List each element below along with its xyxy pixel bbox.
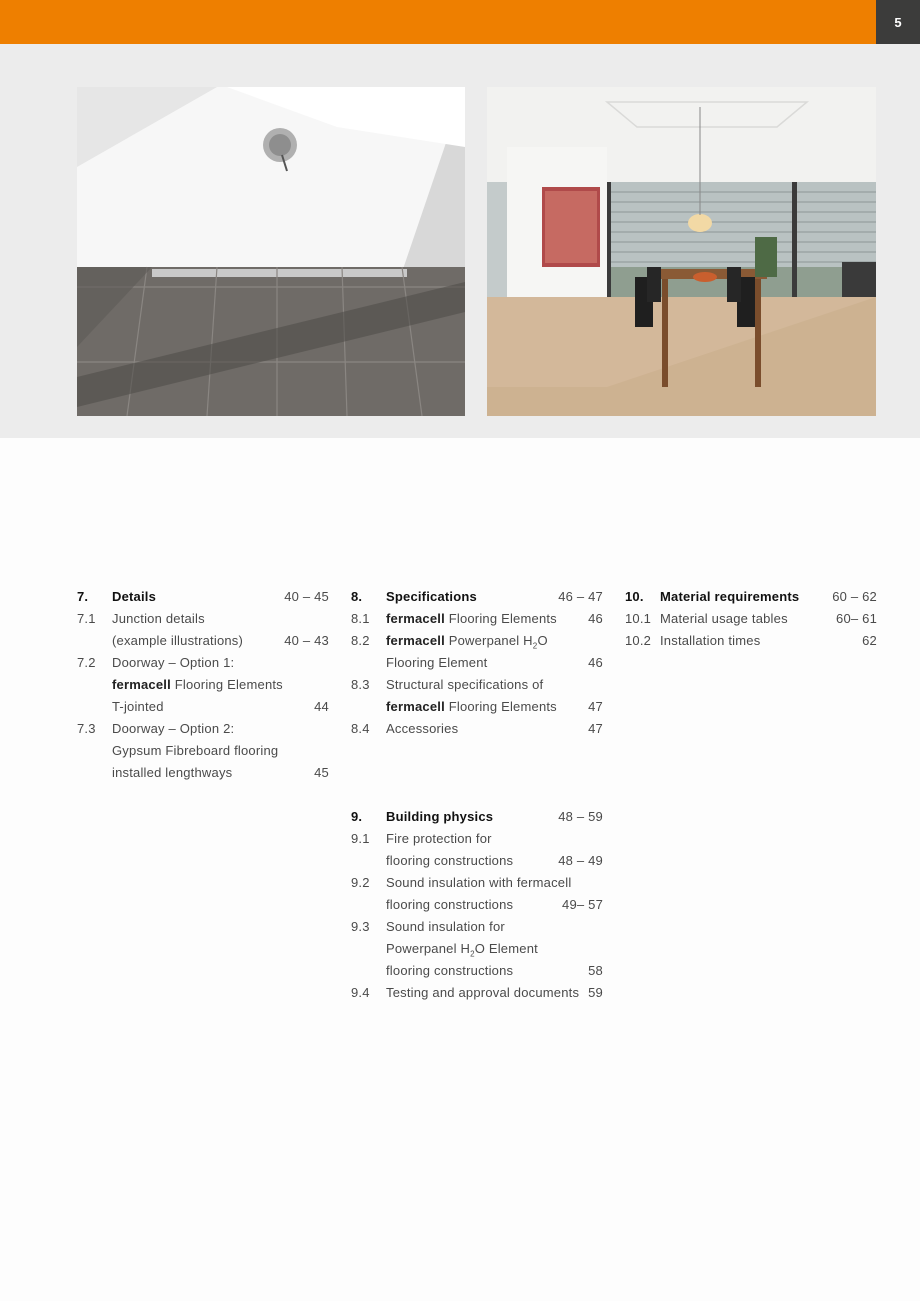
page-number: 5 bbox=[876, 0, 920, 44]
toc-item-7-2[interactable]: 7.2 Doorway – Option 1: fermacell Flooring Elements T-jointed 44 bbox=[77, 655, 329, 714]
toc-item-7-3[interactable]: 7.3 Doorway – Option 2: Gypsum Fibreboard flooring installed lengthways 45 bbox=[77, 721, 329, 780]
toc-item-8-3[interactable]: 8.3 Structural specifications of fermacell Flooring Elements 47 bbox=[351, 677, 603, 714]
toc-column-2 bbox=[351, 586, 603, 1004]
toc-column-1 bbox=[77, 586, 329, 784]
toc-section-8[interactable]: 8. Specifications 46 – 47 bbox=[351, 589, 603, 604]
toc-section-7[interactable]: 7. Details 40 – 45 bbox=[77, 589, 329, 604]
toc-item-8-4[interactable]: 8.4 Accessories 47 bbox=[351, 721, 603, 736]
toc-section-9[interactable]: 9. Building physics 48 – 59 bbox=[351, 809, 603, 824]
toc-item-9-3[interactable]: 9.3 Sound insulation for Powerpanel $H_2O$ Element flooring constructions 58 bbox=[351, 919, 603, 978]
toc-item-10-2[interactable]: 10.2 Installation times 62 bbox=[625, 633, 877, 648]
toc-item-9-4[interactable]: 9.4 Testing and approval documents 59 bbox=[351, 985, 603, 1000]
toc-item-9-2[interactable]: 9.2 Sound insulation with fermacell flooring constructions 49– 57 bbox=[351, 875, 603, 912]
dining-room-photo bbox=[487, 87, 876, 416]
shower-drain-photo bbox=[77, 87, 465, 416]
toc-item-8-2[interactable]: 8.2 fermacell Powerpanel $H_2O$ Flooring Element 46 bbox=[351, 633, 603, 670]
toc-item-9-1[interactable]: 9.1 Fire protection for flooring constructions 48 – 49 bbox=[351, 831, 603, 868]
header-accent-bar bbox=[0, 0, 876, 44]
toc-item-10-1[interactable]: 10.1 Material usage tables 60– 61 bbox=[625, 611, 877, 626]
toc-section-10[interactable]: 10. Material requirements 60 – 62 bbox=[625, 589, 877, 604]
toc-column-3 bbox=[625, 586, 877, 652]
toc-item-8-1[interactable]: 8.1 fermacell Flooring Elements 46 bbox=[351, 611, 603, 626]
toc-item-7-1[interactable]: 7.1 Junction details (example illustrations) 40 – 43 bbox=[77, 611, 329, 648]
